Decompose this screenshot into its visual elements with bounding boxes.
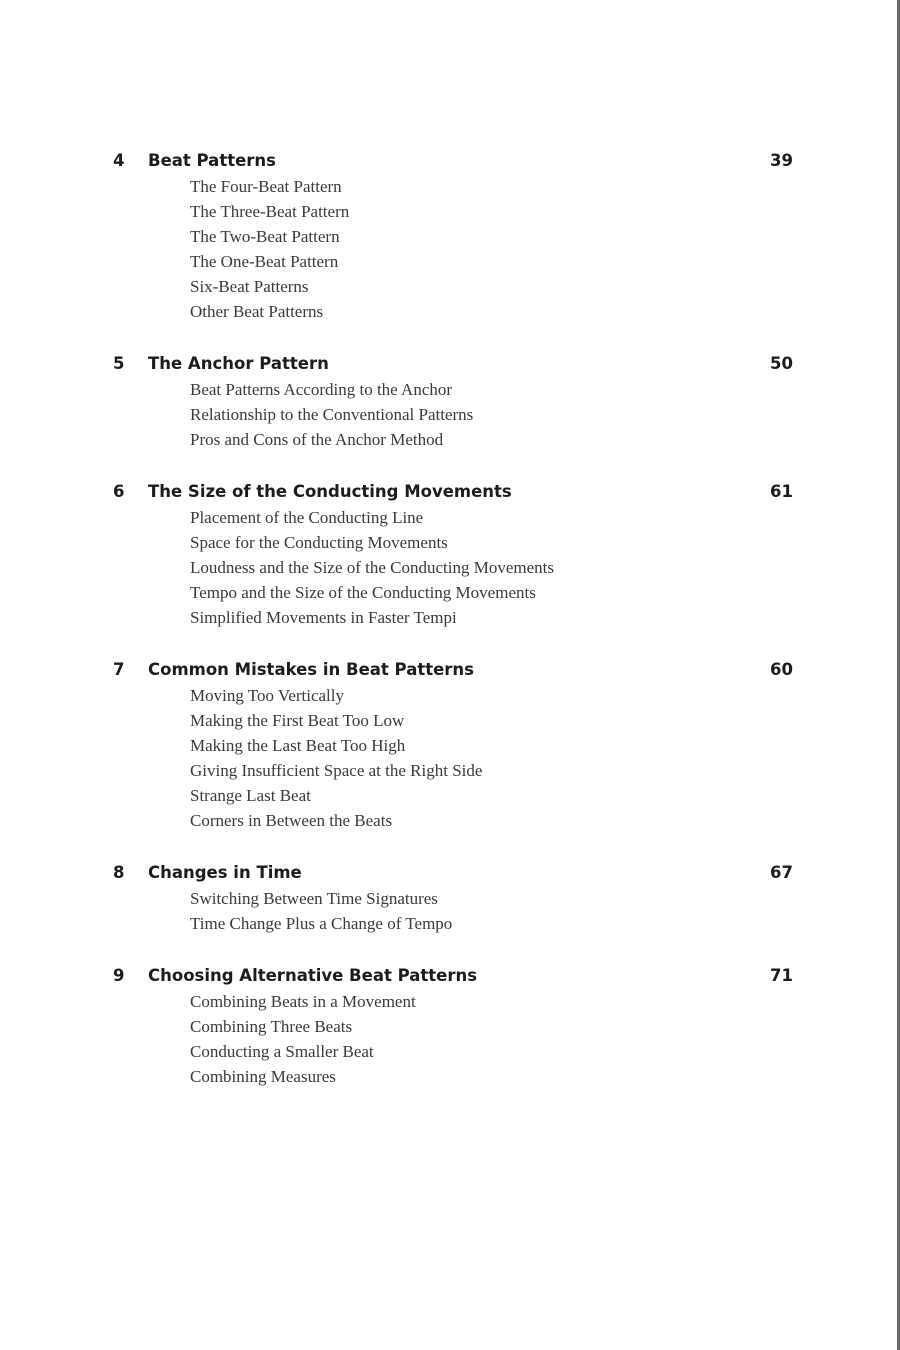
section-list	[113, 989, 793, 1089]
toc-chapter-7	[113, 657, 793, 833]
section-entry: Loudness and the Size of the Conducting Movements	[190, 558, 555, 577]
chapter-page-number: 50	[770, 354, 793, 373]
chapter-heading	[113, 148, 793, 174]
table-of-contents	[113, 148, 793, 1089]
chapter-number: 4	[113, 151, 125, 170]
chapter-page-number: 39	[770, 151, 793, 170]
chapter-number: 7	[113, 660, 125, 679]
section-entry: Combining Beats in a Movement	[190, 992, 416, 1011]
chapter-page-number: 67	[770, 863, 793, 882]
chapter-title: Common Mistakes in Beat Patterns	[148, 660, 474, 679]
section-entry: Beat Patterns According to the Anchor	[190, 380, 453, 399]
chapter-title: The Size of the Conducting Movements	[148, 482, 512, 501]
section-entry: Space for the Conducting Movements	[190, 533, 448, 552]
chapter-heading	[113, 657, 793, 683]
toc-chapter-5	[113, 351, 793, 452]
chapter-number: 5	[113, 354, 125, 373]
section-entry: The One-Beat Pattern	[190, 252, 339, 271]
section-list	[113, 174, 793, 324]
chapter-heading	[113, 479, 793, 505]
chapter-title: Choosing Alternative Beat Patterns	[148, 966, 478, 985]
section-entry: Relationship to the Conventional Patterns	[190, 405, 474, 424]
section-entry: Time Change Plus a Change of Tempo	[190, 914, 453, 933]
chapter-heading	[113, 963, 793, 989]
section-entry: Pros and Cons of the Anchor Method	[190, 430, 444, 449]
section-entry: Making the Last Beat Too High	[190, 736, 406, 755]
chapter-number: 6	[113, 482, 125, 501]
section-entry: Strange Last Beat	[190, 786, 311, 805]
section-entry: Making the First Beat Too Low	[190, 711, 405, 730]
section-entry: Moving Too Vertically	[190, 686, 345, 705]
section-entry: Placement of the Conducting Line	[190, 508, 424, 527]
toc-chapter-8	[113, 860, 793, 936]
chapter-heading	[113, 860, 793, 886]
toc-chapter-6	[113, 479, 793, 630]
section-entry: Six-Beat Patterns	[190, 277, 309, 296]
section-entry: Tempo and the Size of the Conducting Movements	[190, 583, 536, 602]
section-entry: Combining Three Beats	[190, 1017, 353, 1036]
section-entry: The Four-Beat Pattern	[190, 177, 342, 196]
toc-chapter-4	[113, 148, 793, 324]
section-list	[113, 377, 793, 452]
chapter-title: Beat Patterns	[148, 151, 276, 170]
chapter-number: 8	[113, 863, 125, 882]
chapter-page-number: 71	[770, 966, 793, 985]
section-list	[113, 505, 793, 630]
section-entry: Corners in Between the Beats	[190, 811, 393, 830]
section-entry: Giving Insufficient Space at the Right Side	[190, 761, 483, 780]
section-list	[113, 683, 793, 833]
chapter-title: Changes in Time	[148, 863, 302, 882]
chapter-page-number: 61	[770, 482, 793, 501]
chapter-title: The Anchor Pattern	[148, 354, 329, 373]
section-entry: Combining Measures	[190, 1067, 336, 1086]
chapter-heading	[113, 351, 793, 377]
section-entry: The Three-Beat Pattern	[190, 202, 350, 221]
section-entry: Conducting a Smaller Beat	[190, 1042, 374, 1061]
section-entry: The Two-Beat Pattern	[190, 227, 340, 246]
section-entry: Simplified Movements in Faster Tempi	[190, 608, 457, 627]
section-list	[113, 886, 793, 936]
toc-chapter-9	[113, 963, 793, 1089]
chapter-page-number: 60	[770, 660, 793, 679]
section-entry: Other Beat Patterns	[190, 302, 324, 321]
chapter-number: 9	[113, 966, 125, 985]
section-entry: Switching Between Time Signatures	[190, 889, 438, 908]
